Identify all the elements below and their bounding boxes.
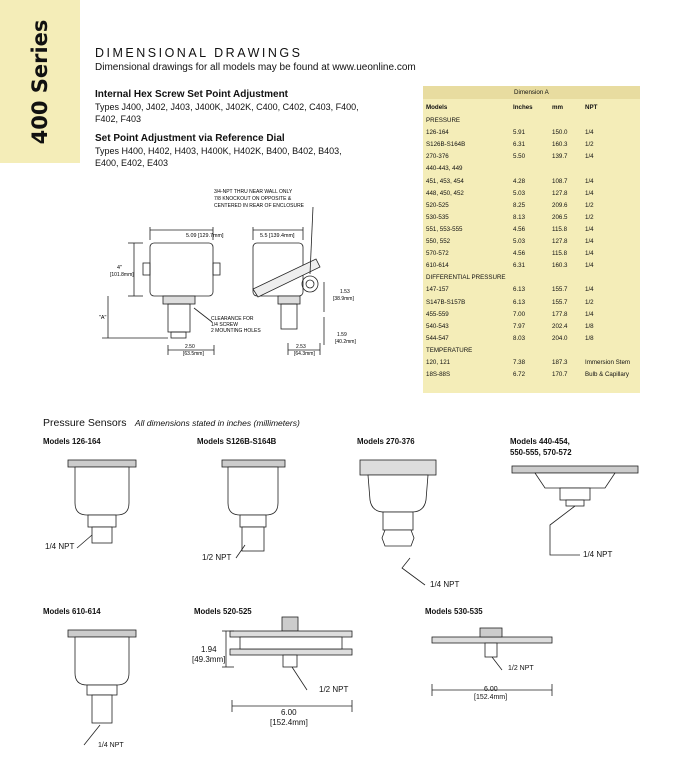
knockout-note-1: 3/4-NPT THRU NEAR WALL ONLY [214,189,293,195]
table-cell: 8.03 [513,334,526,342]
dim-h-mm-520-525: [49.3mm] [192,655,226,664]
dim-253-mm: [64.3mm] [294,351,315,357]
table-cell: 1/4 [585,189,594,197]
dim-159: 1.59 [337,332,347,338]
table-cell: 1/2 [585,201,594,209]
table-cell: 18S-88S [426,371,451,379]
table-cell: 1/4 [585,310,594,318]
table-cell: 530-535 [426,213,449,221]
dim-153: 1.53 [340,289,350,295]
table-cell: 115.8 [552,250,568,258]
hex-adjust-types-1: Types J400, J402, J403, J400K, J402K, C400, C402, C403, F400, [95,102,359,112]
dial-adjust-heading: Set Point Adjustment via Reference Dial [95,133,285,144]
table-cell: 202.4 [552,322,568,330]
hex-adjust-types-2: F402, F403 [95,114,142,124]
dial-adjust-types-2: E400, E402, E403 [95,158,169,168]
dim-153-mm: [38.9mm] [333,296,354,302]
table-cell: S147B-S157B [426,298,466,306]
sensor-drawings [0,455,687,757]
clearance-note-1: CLEARANCE FOR [211,316,254,322]
npt-label-s126b: 1/2 NPT [202,553,232,562]
table-cell: 126-164 [426,129,449,137]
npt-label-270-376: 1/4 NPT [430,580,460,589]
npt-label-126-164: 1/4 NPT [45,542,75,551]
sensor-title-s126b: Models S126B-S164B [197,437,277,446]
knockout-note-3: CENTERED IN REAR OF ENCLOSURE [214,203,305,209]
table-cell: 127.8 [552,189,568,197]
table-cell: 160.3 [552,141,568,149]
table-cell: 5.03 [513,189,526,197]
table-cell: 209.6 [552,201,568,209]
a-dim-label: "A" [99,315,107,321]
npt-label-530-535: 1/2 NPT [508,665,534,672]
sensor-title-270-376: Models 270-376 [357,437,415,446]
table-cell: 540-543 [426,322,449,330]
table-cell: 170.7 [552,371,568,379]
table-cell: 451, 453, 454 [426,177,464,185]
table-cell: 1/8 [585,322,594,330]
table-cell: 610-614 [426,262,449,270]
table-cell: 127.8 [552,238,568,245]
table-cell: 6.31 [513,141,526,149]
table-cell: 1/2 [585,298,594,306]
table-cell: 177.8 [552,310,568,318]
table-cell: 7.38 [513,359,526,366]
table-cell: 1/4 [585,177,594,185]
sensor-title-610-614: Models 610-614 [43,607,101,616]
width-dim-label: 5.09 [129.7mm] [186,233,224,239]
table-cell: 6.72 [513,371,526,379]
npt-label-440-454: 1/4 NPT [583,550,613,559]
table-cell: 147-157 [426,286,449,294]
sensor-title-440-454: Models 440-454, [510,437,570,446]
column-header-inches: Inches [513,104,533,111]
table-cell: 570-572 [426,250,449,258]
dim-w-mm-530-535: [152.4mm] [474,694,508,701]
hex-adjust-heading: Internal Hex Screw Set Point Adjustment [95,89,289,100]
table-cell: 1/4 [585,250,594,258]
table-cell: S126B-S164B [426,141,466,149]
dim-159-mm: [40.2mm] [335,339,356,345]
table-cell: 1/4 [585,262,594,270]
table-cell: 120, 121 [426,359,451,366]
sensor-title-126-164: Models 126-164 [43,437,101,446]
table-cell: 4.28 [513,177,526,185]
table-cell: 7.97 [513,322,526,330]
sensor-title-530-535: Models 530-535 [425,607,483,616]
npt-label-610-614: 1/4 NPT [98,742,124,749]
dim-h-520-525: 1.94 [201,645,217,654]
dim-w-520-525: 6.00 [281,708,297,717]
knockout-note-2: 7/8 KNOCKOUT ON OPPOSITE & [214,196,292,202]
table-cell: 6.31 [513,262,526,270]
table-cell: 544-547 [426,334,449,342]
dim-250-mm: [63.5mm] [183,351,204,357]
clearance-note-2: 1/4 SCREW [211,322,238,328]
table-cell: 270-376 [426,153,449,161]
table-cell: 8.25 [513,201,526,209]
table-cell: 206.5 [552,213,568,221]
table-cell: 5.91 [513,129,526,137]
table-cell: Bulb & Capillary [585,371,630,379]
dimension-table-title: Dimension A [514,89,549,96]
height-dim-label: 4" [117,265,122,271]
table-cell: 6.13 [513,298,526,306]
dim-250: 2.50 [185,344,195,350]
table-cell: 187.3 [552,359,568,366]
table-section-label: TEMPERATURE [426,346,473,354]
sensor-title-550-572: 550-555, 570-572 [510,448,572,457]
table-cell: 5.03 [513,238,526,245]
table-section-label: DIFFERENTIAL PRESSURE [426,274,506,282]
table-cell: 440-443, 449 [426,165,463,173]
clearance-note-3: 2 MOUNTING HOLES [211,328,261,334]
column-header-mm: mm [552,104,564,111]
table-cell: 150.0 [552,129,568,137]
table-cell: 1/4 [585,238,594,245]
table-cell: 8.13 [513,213,526,221]
table-cell: 1/4 [585,153,594,161]
table-cell: 1/2 [585,141,594,149]
table-cell: 139.7 [552,153,568,161]
table-cell: 108.7 [552,177,568,185]
page-subtitle: Dimensional drawings for all models may be found at www.ueonline.com [95,62,416,73]
table-cell: Immersion Stem [585,359,631,366]
table-cell: 155.7 [552,286,568,294]
table-cell: 4.56 [513,225,526,233]
table-cell: 7.00 [513,310,526,318]
table-cell: 6.13 [513,286,526,294]
table-cell: 5.50 [513,153,526,161]
column-header-models: Models [426,104,448,111]
pressure-sensors-header [43,413,300,431]
table-cell: 155.7 [552,298,568,306]
table-cell: 455-559 [426,310,449,318]
table-cell: 448, 450, 452 [426,189,464,197]
depth-dim-label: 5.5 [139.4mm] [260,233,295,239]
table-cell: 1/4 [585,286,594,294]
table-cell: 1/4 [585,129,594,137]
npt-label-520-525: 1/2 NPT [319,685,349,694]
dial-adjust-types-1: Types H400, H402, H403, H400K, H402K, B400, B402, B403, [95,146,342,156]
series-label: 400 Series [28,19,52,145]
table-cell: 550, 552 [426,238,451,245]
table-cell: 551, 553-555 [426,225,463,233]
table-cell: 1/8 [585,334,594,342]
dim-w-mm-520-525: [152.4mm] [270,718,308,727]
dim-w-530-535: 6.00 [484,686,498,693]
sensor-title-520-525: Models 520-525 [194,607,252,616]
pressure-sensors-heading: Pressure Sensors [43,417,127,429]
table-section-label: PRESSURE [426,117,461,124]
enclosure-drawing [88,185,423,365]
column-header-npt: NPT [585,104,598,111]
table-cell: 204.0 [552,334,568,342]
table-cell: 1/4 [585,225,594,233]
table-cell: 160.3 [552,262,568,270]
pressure-sensors-note: All dimensions stated in inches (millimeters) [134,418,300,428]
dim-253: 2.53 [296,344,306,350]
table-cell: 1/2 [585,213,594,221]
table-cell: 520-525 [426,201,449,209]
table-cell: 115.8 [552,225,568,233]
table-cell: 4.56 [513,250,526,258]
page-title: DIMENSIONAL DRAWINGS [95,46,303,60]
height-dim-mm: [101.8mm] [110,272,134,278]
dimension-table [423,86,640,393]
